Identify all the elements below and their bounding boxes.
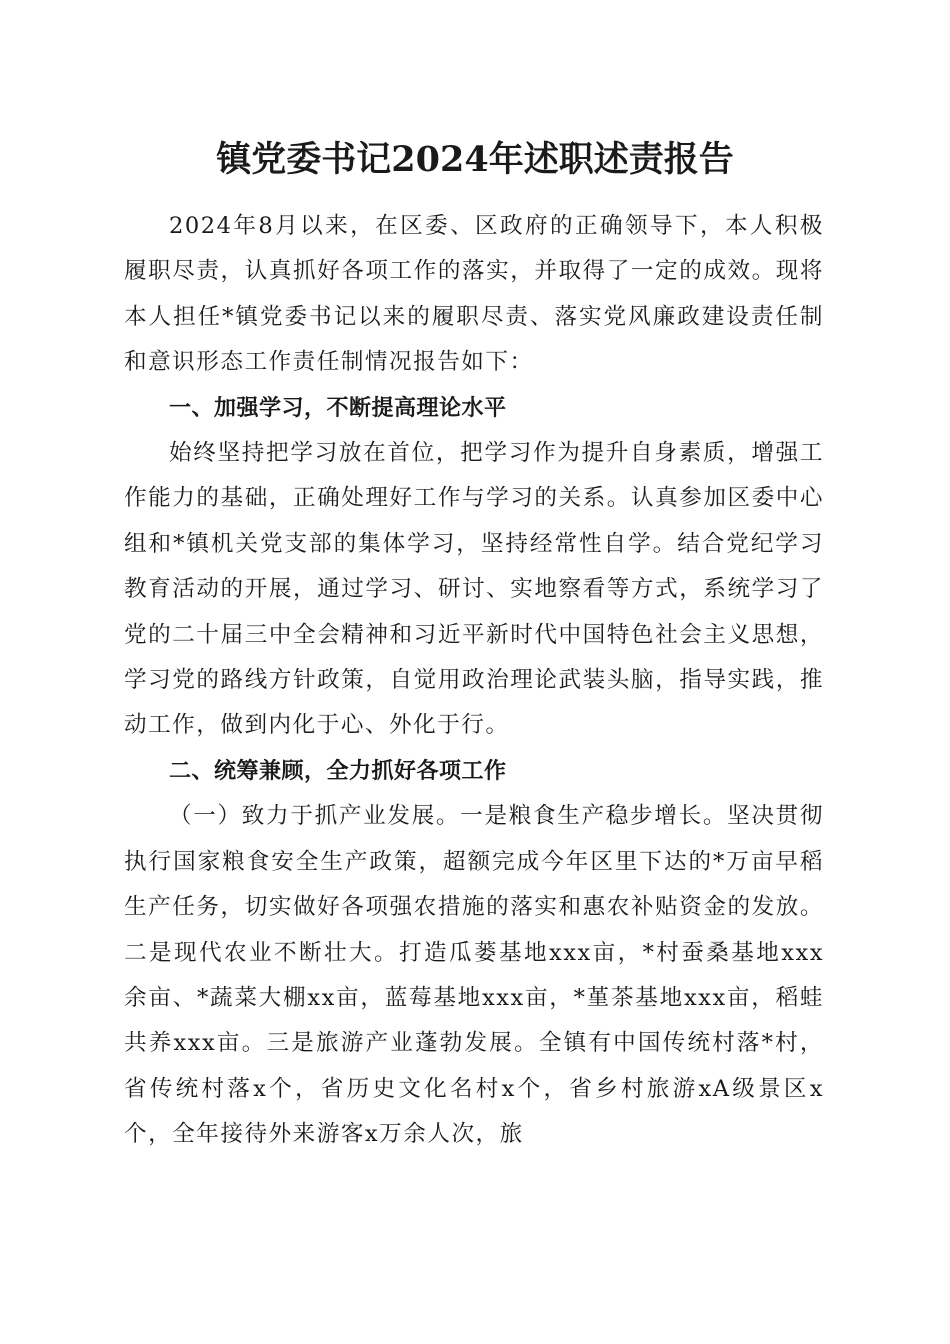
industry-paragraph: （一）致力于抓产业发展。一是粮食生产稳步增长。坚决贯彻执行国家粮食安全生产政策，超额完成今年区里下达的*万亩早稻生产任务，切实做好各项强农措施的落实和惠农补贴资金的发放。二是现代农业不断壮大。打造瓜蒌基地xxx亩，*村蚕桑基地xxx余亩、*蔬菜大棚xx亩，蓝莓基地xxx亩，*堇茶基地xxx亩，稻蛙共养xxx亩。三是旅游产业蓬勃发展。全镇有中国传统村落*村，省传统村落x个，省历史文化名村x个，省乡村旅游xA级景区x个，全年接待外来游客x万余人次，旅 <box>124 803 824 1148</box>
section-heading-2: 二、统筹兼顾，全力抓好各项工作 <box>169 758 507 784</box>
intro-paragraph: 2024年8月以来，在区委、区政府的正确领导下，本人积极履职尽责，认真抓好各项工作的落实，并取得了一定的成效。现将本人担任*镇党委书记以来的履职尽责、落实党风廉政建设责任制和意识形态工作责任制情况报告如下： <box>124 213 824 376</box>
study-paragraph: 始终坚持把学习放在首位，把学习作为提升自身素质，增强工作能力的基础，正确处理好工作与学习的关系。认真参加区委中心组和*镇机关党支部的集体学习，坚持经常性自学。结合党纪学习教育活动的开展，通过学习、研讨、实地察看等方式，系统学习了党的二十届三中全会精神和习近平新时代中国特色社会主义思想，学习党的路线方针政策，自觉用政治理论武装头脑，指导实践，推动工作，做到内化于心、外化于行。 <box>124 440 824 739</box>
section-heading-1: 一、加强学习，不断提高理论水平 <box>169 395 507 421</box>
document-body <box>124 204 824 1158</box>
document-title: 镇党委书记2024年述职述责报告 <box>216 139 734 180</box>
